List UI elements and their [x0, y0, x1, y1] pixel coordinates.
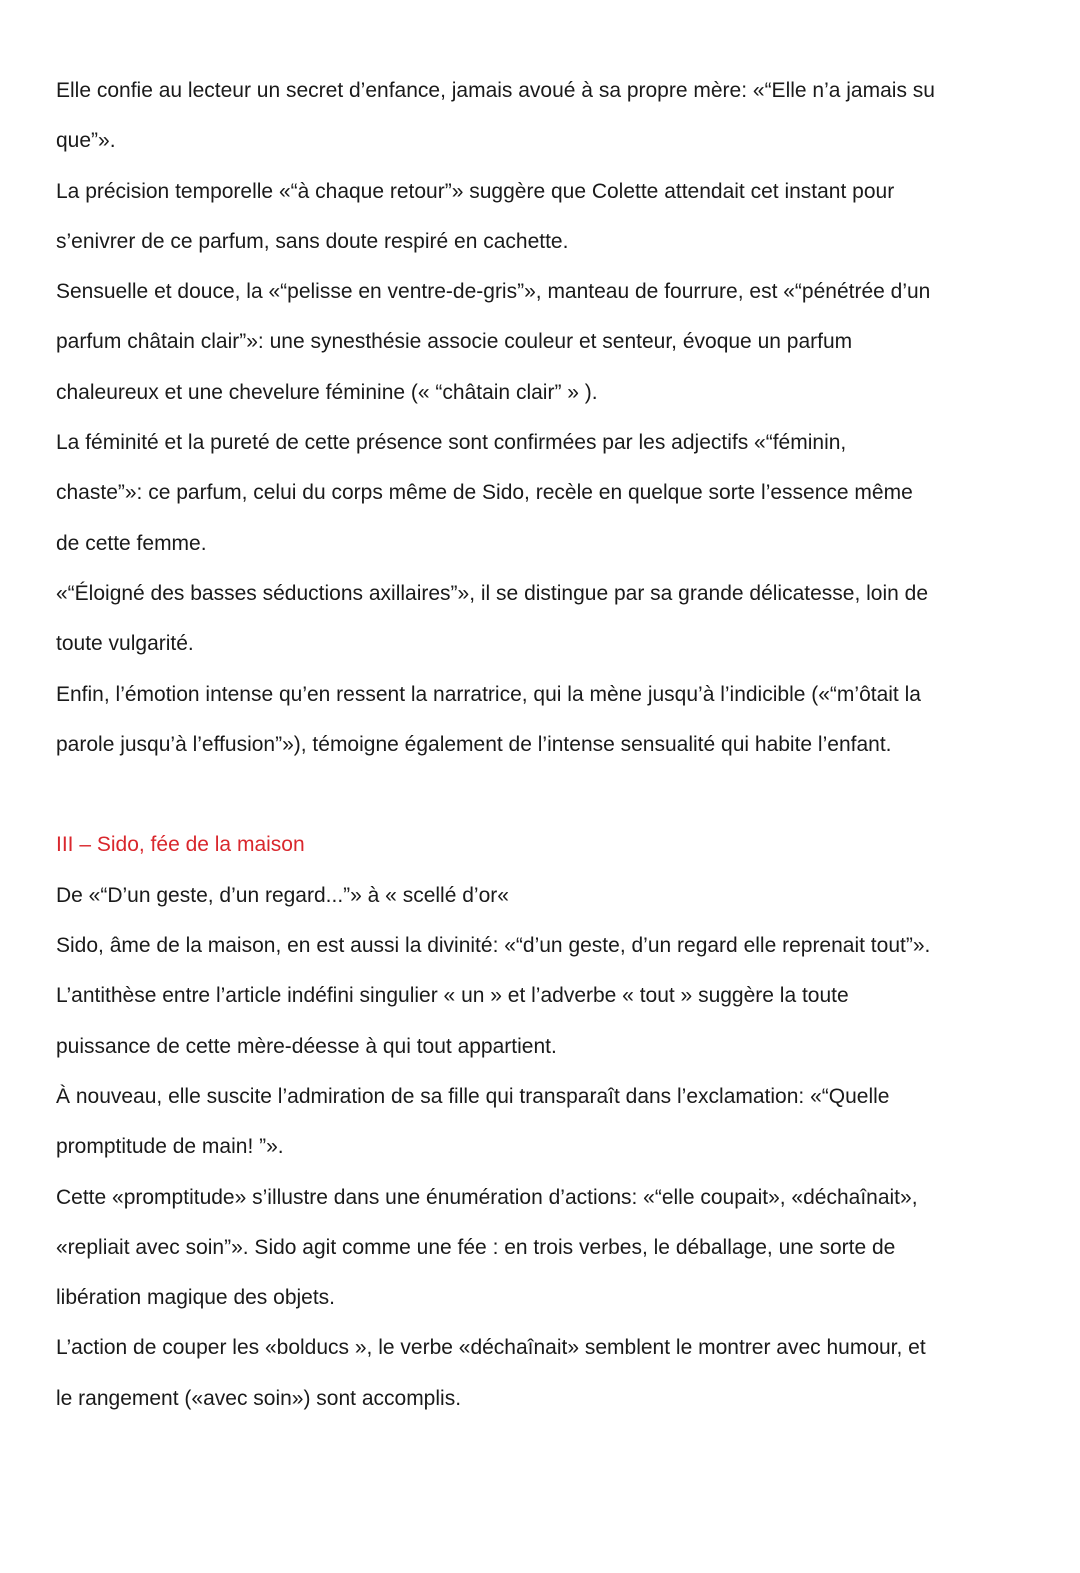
paragraph-delicacy: «“Éloigné des basses séductions axillaires”», il se distingue par sa grande délicatesse, loin de toute vulgarité.: [56, 581, 929, 656]
paragraph-pelisse: Sensuelle et douce, la «“pelisse en ventre-de-gris”», manteau de fourrure, est «“pénétrée d’un parfum châtain clair”»: une synesthésie associe couleur et senteur, évoque un parfum chaleureux et une chevelure féminine (« “châtain clair” » ).: [56, 280, 931, 404]
paragraph-admiration: À nouveau, elle suscite l’admiration de sa fille qui transparaît dans l’exclamation: «“Quelle promptitude de main! ”».: [56, 1084, 890, 1159]
paragraph-promptitude: Cette «promptitude» s’illustre dans une énumération d’actions: «“elle coupait», «déchaînait», «repliait avec soin”». Sido agit comme une fée : en trois verbes, le déballage, une sorte de libération magique des objets.: [56, 1185, 918, 1310]
paragraph-feminity: La féminité et la pureté de cette présence sont confirmées par les adjectifs «“féminin, chaste”»: ce parfum, celui du corps même de Sido, recèle en quelque sorte l’essence même de cette femme.: [56, 431, 913, 555]
paragraph-quote-range: De «“D’un geste, d’un regard...”» à « scellé d’or«: [56, 883, 509, 907]
document-body: [56, 66, 936, 1424]
section-gap: [56, 770, 936, 820]
paragraph-divinity: Sido, âme de la maison, en est aussi la divinité: «“d’un geste, d’un regard elle reprenait tout”». L’antithèse entre l’article indéfini singulier « un » et l’adverbe « tout » suggère la toute puissance de cette mère-déesse à qui tout appartient.: [56, 934, 931, 1058]
section-heading: III – Sido, fée de la maison: [56, 833, 305, 857]
paragraph-emotion: Enfin, l’émotion intense qu’en ressent la narratrice, qui la mène jusqu’à l’indicible («“m’ôtait la parole jusqu’à l’effusion”»), témoigne également de l’intense sensualité qui habite l’enfant.: [56, 682, 921, 756]
paragraph-bolducs: L’action de couper les «bolducs », le verbe «déchaînait» semblent le montrer avec humour, et le rangement («avec soin») sont accomplis.: [56, 1336, 926, 1410]
paragraph-temporal-precision: La précision temporelle «“à chaque retour”» suggère que Colette attendait cet instant pour s’enivrer de ce parfum, sans doute respiré en cachette.: [56, 179, 895, 253]
paragraph-secret: Elle confie au lecteur un secret d’enfance, jamais avoué à sa propre mère: «“Elle n’a jamais su que”».: [56, 79, 935, 153]
